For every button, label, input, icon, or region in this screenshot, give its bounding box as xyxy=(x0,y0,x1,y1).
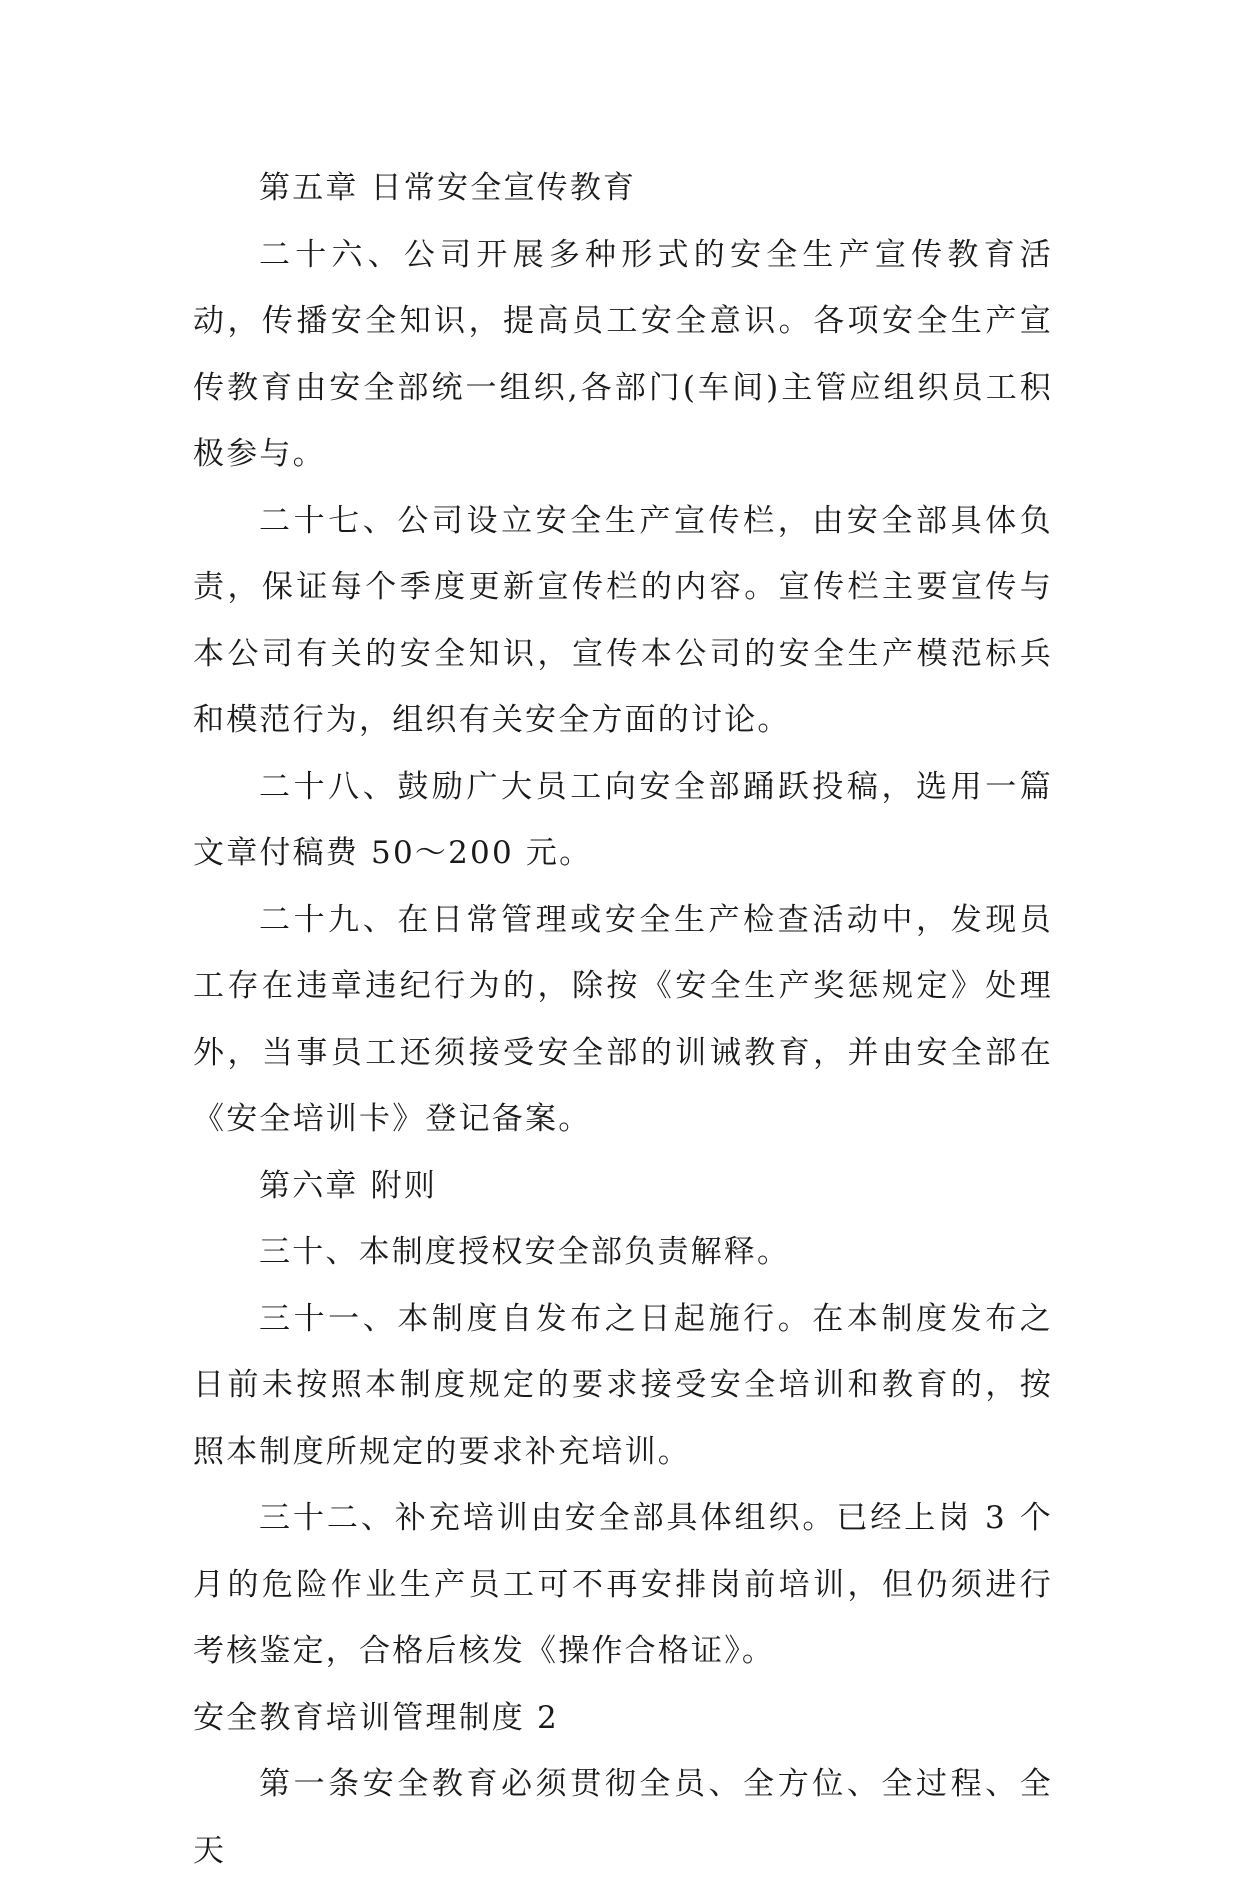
article-26-paragraph: 二十六、公司开展多种形式的安全生产宣传教育活动，传播安全知识，提高员工安全意识。各项安全生产宣传教育由安全部统一组织,各部门(车间)主管应组织员工积极参与。 xyxy=(193,236,1053,472)
chapter-6-heading: 第六章 附则 xyxy=(259,1167,438,1204)
article-32-paragraph: 三十二、补充培训由安全部具体组织。已经上岗 3 个月的危险作业生产员工可不再安排岗前培训，但仍须进行考核鉴定，合格后核发《操作合格证》。 xyxy=(193,1500,1053,1669)
chapter-5-heading: 第五章 日常安全宣传教育 xyxy=(259,170,637,206)
section-title: 安全教育培训管理制度 2 xyxy=(193,1699,559,1736)
article-31-paragraph: 三十一、本制度自发布之日起施行。在本制度发布之日前未按照本制度规定的要求接受安全培训和教育的，按照本制度所规定的要求补充培训。 xyxy=(193,1300,1053,1470)
article-28-paragraph: 二十八、鼓励广大员工向安全部踊跃投稿，选用一篇文章付稿费 50～200 元。 xyxy=(193,768,1053,871)
document-body xyxy=(193,155,1053,1884)
article-29-paragraph: 二十九、在日常管理或安全生产检查活动中，发现员工存在违章违纪行为的，除按《安全生产奖惩规定》处理外，当事员工还须接受安全部的训诫教育，并由安全部在《安全培训卡》登记备案。 xyxy=(193,901,1053,1137)
article-30-paragraph: 三十、本制度授权安全部负责解释。 xyxy=(259,1234,791,1270)
article-1-paragraph: 第一条安全教育必须贯彻全员、全方位、全过程、全天 xyxy=(193,1766,1053,1869)
article-27-paragraph: 二十七、公司设立安全生产宣传栏，由安全部具体负责，保证每个季度更新宣传栏的内容。宣传栏主要宣传与本公司有关的安全知识，宣传本公司的安全生产模范标兵和模范行为，组织有关安全方面的讨论。 xyxy=(193,502,1053,738)
